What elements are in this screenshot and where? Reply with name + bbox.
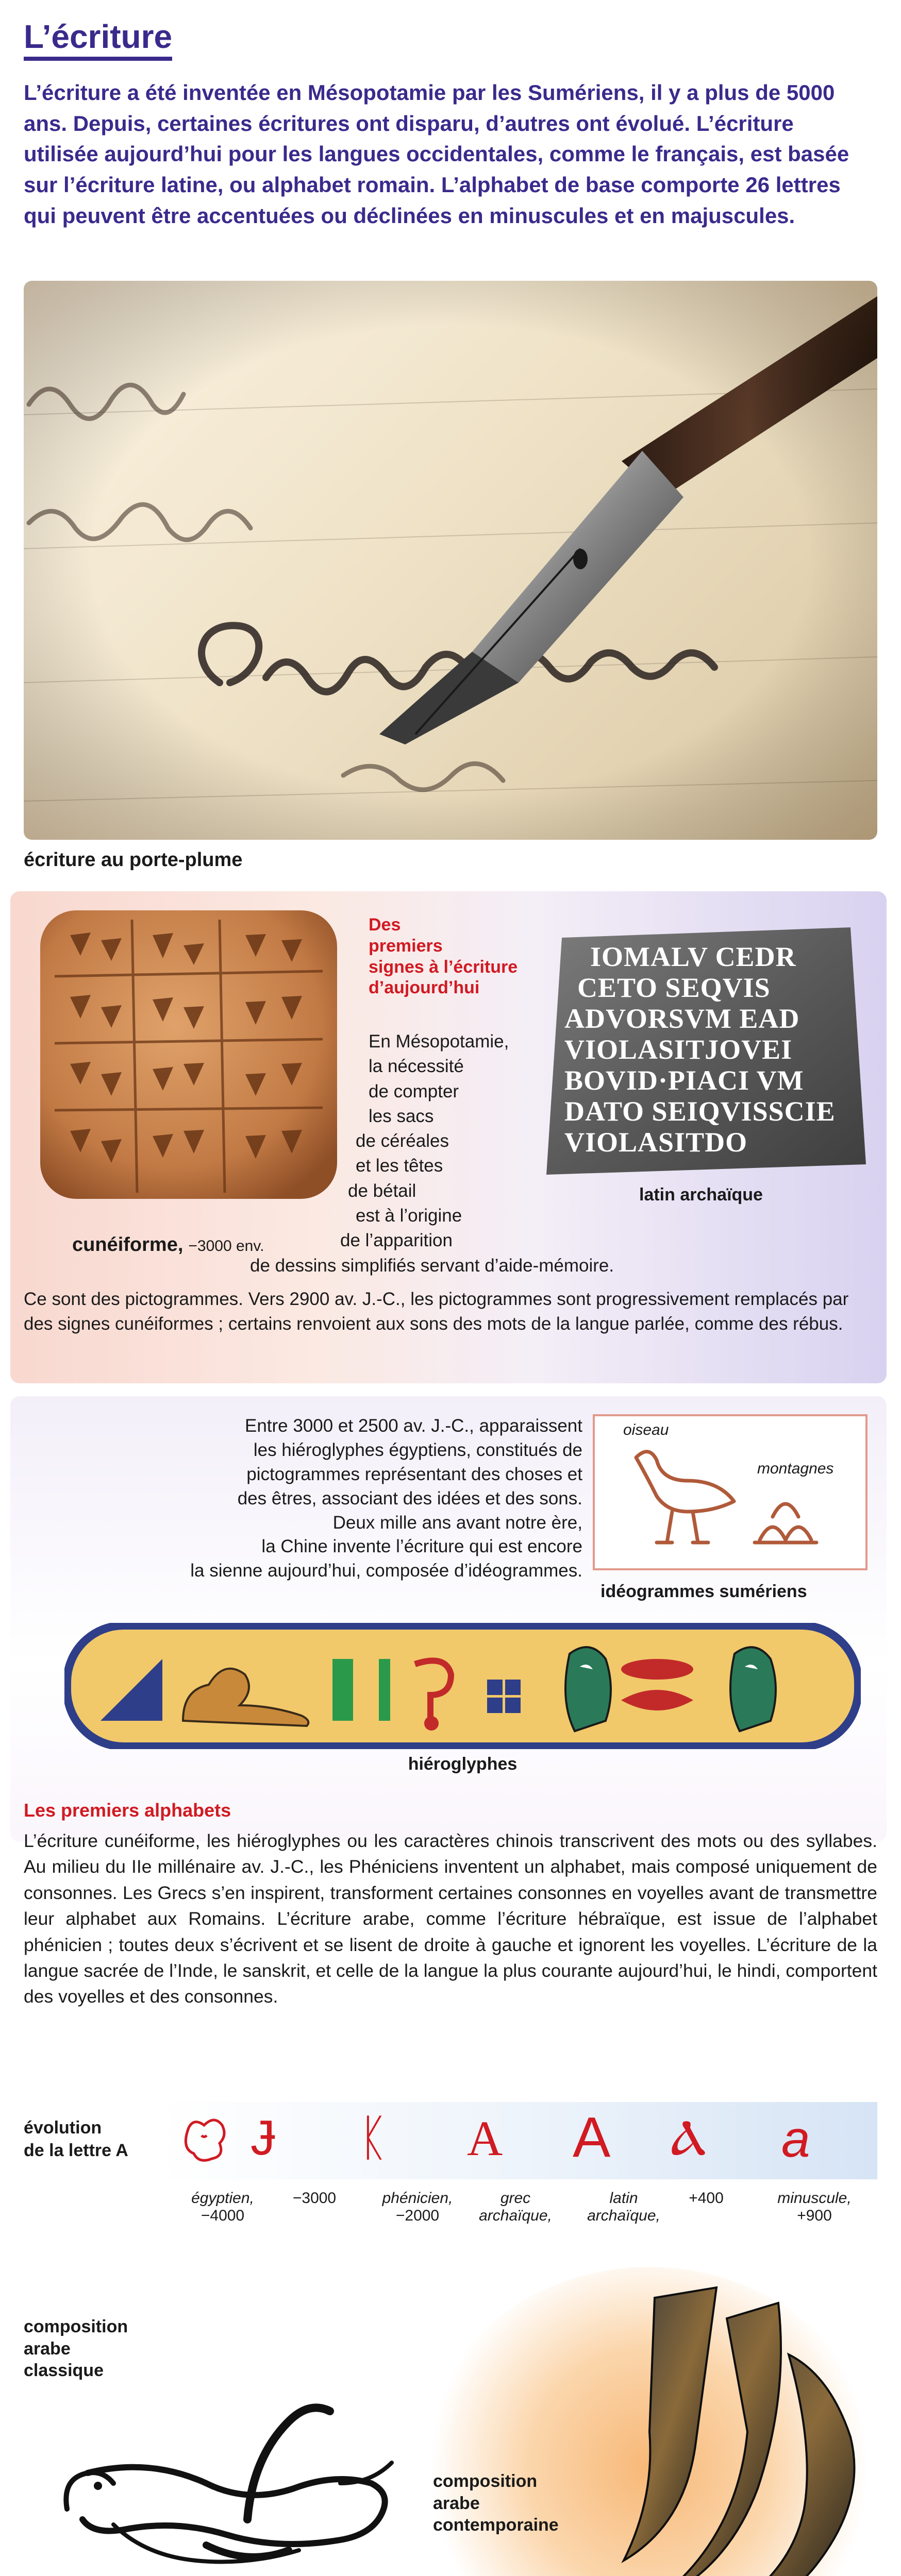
stone-line: VIOLASITDO: [564, 1127, 748, 1158]
stage-label: [572, 2190, 675, 2225]
heading-line: Des: [369, 915, 401, 935]
stage-label: [755, 2190, 874, 2225]
stone-line: DATO SEIQVISSCIE: [564, 1096, 836, 1127]
arabic-modern-calligraphy: [593, 2277, 881, 2576]
label-line: composition: [433, 2471, 538, 2491]
text-line: En Mésopotamie,: [369, 1031, 509, 1052]
stage-line: phénicien,: [382, 2190, 453, 2207]
text-line: les hiéroglyphes égyptiens, constitués de: [253, 1439, 582, 1460]
hieroglyph-cartouche: [64, 1623, 861, 1749]
photo-caption: écriture au porte-plume: [24, 849, 243, 871]
text-line: la Chine invente l’écriture qui est encore: [261, 1536, 582, 1557]
glyph-stage-5: A: [573, 2106, 611, 2169]
page-title: L’écriture: [24, 19, 172, 61]
stage-line: +400: [689, 2190, 724, 2207]
text-line: de dessins simplifiés servant d’aide-mémoire.: [250, 1255, 614, 1276]
stage-label: [464, 2190, 567, 2225]
text-line: de compter: [369, 1081, 459, 1101]
label-line: de la lettre A: [24, 2141, 128, 2161]
ideogram-box: [593, 1414, 867, 1570]
text-line: et les têtes: [356, 1156, 443, 1176]
ideogram-drawings: [595, 1416, 865, 1568]
dove-calligraphy: [52, 2391, 423, 2576]
label-line: arabe: [433, 2493, 480, 2513]
text-line: de l’apparition: [340, 1230, 453, 1251]
egyptian-a-glyph: [178, 2112, 235, 2169]
first-signs-continued: Ce sont des pictogrammes. Vers 2900 av. J.-C., les pictogrammes sont progressivement remplacés par des signes cunéiformes ; certains renvoient aux sons des mots de la langue parlée, comme des rébus.: [24, 1289, 849, 1334]
text-line: de céréales: [356, 1131, 449, 1151]
ideo-caption: idéogrammes sumériens: [600, 1582, 807, 1601]
hieroglyph-text: [52, 1414, 582, 1583]
cuneiform-tablet: [34, 904, 343, 1206]
text-line: de bétail: [348, 1180, 416, 1201]
stage-line: grec: [500, 2190, 531, 2207]
modern-calligraphy-shape: [593, 2277, 881, 2576]
stone-line: ADVORSVM EAD: [564, 1003, 800, 1034]
intro-paragraph: L’écriture a été inventée en Mésopotamie par les Sumériens, il y a plus de 5000 ans. Depuis, certaines écritures ont disparu, d’autres ont évolué. L’écriture utilisée aujourd’hui pour les langues occidentales, comme le français, est basée sur l’écriture latine, ou alphabet romain. L’alphabet de base comporte 26 lettres qui peuvent être accentuées ou déclinées en minuscules et en majuscules.: [24, 80, 849, 228]
cuneiform-date: −3000 env.: [188, 1238, 264, 1255]
hieroglyph-caption: hiéroglyphes: [408, 1754, 518, 1774]
stone-line: IOMALV CEDR: [590, 941, 796, 972]
stage-label: [363, 2190, 472, 2225]
stage-line: −4000: [201, 2207, 245, 2224]
stage-label: [668, 2190, 745, 2207]
ideo-bird-label: oiseau: [623, 1421, 669, 1438]
cuneiform-tablet-image: [34, 904, 343, 1206]
glyph-stage-7: a: [781, 2110, 810, 2168]
ideo-mountains-label: montagnes: [757, 1460, 834, 1477]
text-line: la nécessité: [369, 1056, 464, 1077]
alphabets-text: L’écriture cunéiforme, les hiéroglyphes ou les caractères chinois transcrivent des mots ou des syllabes. Au milieu du IIe millénaire av. J.-C., les Phéniciens inventent un alphabet, mais composé uniquement de consonnes. Les Grecs s’en inspirent, transforment certaines consonnes en voyelles avant de transmettre leur alphabet aux Romains. L’écriture arabe, comme l’écriture hébraïque, est issue de l’alphabet phénicien ; toutes deux s’écrivent et se lisent de droite à gauche et ignorent les voyelles. L’écriture de la langue sacrée de l’Inde, le sanskrit, et celle de la langue la plus courante aujourd’hui, le hindi, comportent des voyelles et des consonnes.: [24, 1831, 877, 2007]
stone-line: VIOLASITJOVEI: [564, 1034, 793, 1065]
alphabets-heading: Les premiers alphabets: [24, 1800, 231, 1821]
glyph-stage-6: Ⲁ: [671, 2110, 707, 2165]
evolution-label: [24, 2116, 128, 2162]
stage-label: [273, 2190, 356, 2207]
stage-label: [171, 2190, 274, 2225]
cuneiform-caption: [72, 1234, 264, 1256]
latin-stone-image: [541, 922, 871, 1180]
text-line: pictogrammes représentant des choses et: [246, 1464, 582, 1484]
label-line: arabe: [24, 2338, 71, 2359]
stage-line: latin: [609, 2190, 638, 2207]
label-line: évolution: [24, 2118, 102, 2138]
stage-line: −3000: [292, 2190, 337, 2207]
arabic-classic-label: [24, 2316, 128, 2382]
arabic-modern-label: [433, 2470, 559, 2536]
label-line: classique: [24, 2361, 104, 2380]
hieroglyph-band: [64, 1623, 861, 1749]
text-line: Deux mille ans avant notre ère,: [332, 1512, 582, 1533]
text-line: des êtres, associant des idées et des sons.: [237, 1488, 582, 1509]
text-line: la sienne aujourd’hui, composée d’idéogrammes.: [190, 1561, 582, 1581]
text-line: les sacs: [369, 1106, 434, 1126]
glyph-stage-3: ᛕ: [359, 2110, 389, 2165]
text-line: est à l’origine: [356, 1206, 462, 1226]
stage-line: archaïque,: [479, 2207, 552, 2224]
stage-line: égyptien,: [191, 2190, 254, 2207]
heading-line: signes à l’écriture: [369, 957, 518, 977]
latin-stone: [541, 922, 871, 1180]
stage-line: +900: [797, 2207, 832, 2224]
stage-line: archaïque,: [587, 2207, 660, 2224]
glyph-stage-4: A: [467, 2111, 503, 2166]
cuneiform-label: cunéiforme,: [72, 1234, 183, 1256]
first-signs-heading: [369, 914, 518, 998]
stone-line: CETO SEQVIS: [577, 972, 771, 1003]
stage-line: −2000: [395, 2207, 440, 2224]
heading-line: premiers: [369, 936, 443, 956]
text-line: Entre 3000 et 2500 av. J.-C., apparaissent: [244, 1416, 582, 1436]
pen-nib-illustration: [24, 281, 877, 840]
label-line: contemporaine: [433, 2515, 559, 2535]
pen-nib-photo: [24, 281, 877, 840]
label-line: composition: [24, 2317, 128, 2336]
stone-line: BOVID·PIACI VM: [564, 1065, 804, 1096]
stage-line: minuscule,: [777, 2190, 852, 2207]
arabic-classic-calligraphy: [52, 2391, 423, 2576]
latin-caption: latin archaïque: [639, 1185, 763, 1205]
glyph-stage-2: Ɉ: [251, 2110, 275, 2165]
heading-line: d’aujourd’hui: [369, 978, 480, 998]
